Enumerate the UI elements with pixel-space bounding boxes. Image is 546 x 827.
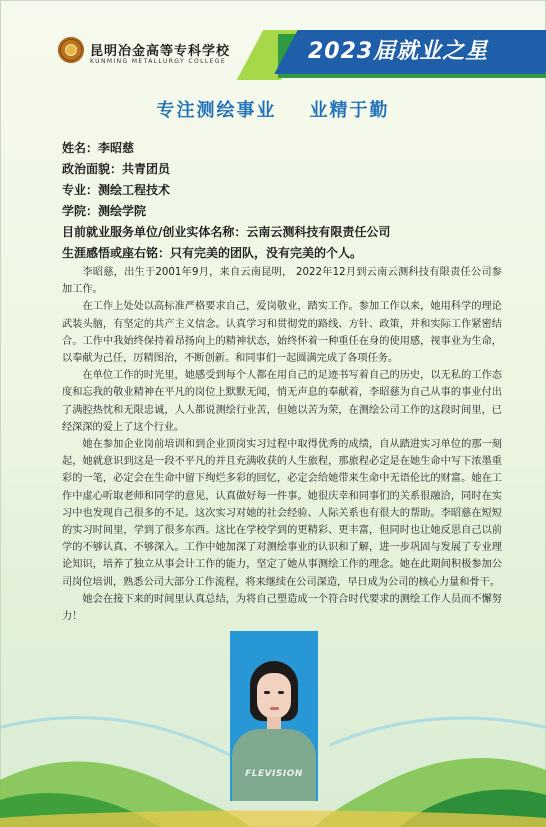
profile-info xyxy=(62,138,512,264)
biography-paragraph: 在单位工作的时光里，她感受到每个人都在用自己的足迹书写着自己的历史，以无私的工作态度和忘我的敬业精神在平凡的岗位上默默无闻，悄无声息的奉献着，李昭慈为自己从事的事业付出了满腔热忱和无限忠诚，人人都说测绘行业苦，但她以苦为荣，在测绘公司工作的这段时间里，已经深深的爱上了这个行业。 xyxy=(62,370,502,433)
profile-name: 姓名：李昭慈 xyxy=(62,141,135,155)
biography-paragraph: 在工作上处处以高标准严格要求自己，爱岗敬业，踏实工作。参加工作以来，她用科学的理论武装头脑，有坚定的共产主义信念。认真学习和贯彻党的路线、方针、政策，并和实际工作紧密结合。工作中我始终保持着昂扬向上的精神状态，始终怀着一种重任在身的使用感，视事业为生命，以奉献为己任，厉精图治，不断创新。和同事们一起圆满完成了各项任务。 xyxy=(62,301,502,365)
biography-paragraph: 她在参加企业岗前培训和到企业顶岗实习过程中取得优秀的成绩，自从踏进实习单位的那一刻起，她就意识到这是一段不平凡的并且充满收获的人生旅程，那旅程必定是在她生命中写下浓墨重彩的一笔，必定会在生命中留下绚烂多彩的回忆，必定会给她带来生命中无语伦比的财富。她在工作中虚心听取老师和同学的意见，认真做好每一件事。她很庆幸和同事们的关系很融洽，同时在实习中也发现自己很多的不足。这次实习对她的社会经验、人际关系也有很大的帮助。李昭慈在短短的实习时间里，学到了很多东西。这比在学校学到的更精彩、更丰富，但同时也让她反思自己以前学的不够认真、不够深入。工作中她加深了对测绘事业的认识和了解，进一步巩固与发展了专业理论知识，培养了独立从事会计工作的能力，坚定了她从事测绘工作的理念。她在此期间积极参加公司岗位培训，熟悉公司大部分工作流程，将来继续在公司深造，早日成为公司的核心力量和骨干。 xyxy=(62,439,502,588)
profile-major: 专业：测绘工程技术 xyxy=(62,183,171,197)
profile-political-status: 政治面貌：共青团员 xyxy=(62,162,171,176)
profile-employer: 目前就业服务单位/创业实体名称：云南云测科技有限责任公司 xyxy=(62,225,391,239)
biography-paragraph: 李昭慈，出生于2001年9月，来自云南昆明， 2022年12月到云南云测科技有限责任公司参加工作。 xyxy=(62,267,502,296)
school-name-cn: 昆明冶金高等专科学校 xyxy=(90,44,231,59)
profile-college: 学院：测绘学院 xyxy=(62,204,147,218)
biography-paragraph: 她会在接下来的时间里认真总结，为将自己塑造成一个符合时代要求的测绘工作人员而不懈努力！ xyxy=(62,593,502,623)
biography-text xyxy=(62,264,502,625)
motto-heading: 专注测绘事业 业精于勤 xyxy=(156,100,390,121)
poster-header xyxy=(0,0,546,82)
bottom-decoration xyxy=(0,700,546,827)
shirt-print-text: FLEVISION xyxy=(245,769,303,779)
school-emblem-icon xyxy=(58,37,84,63)
banner-title: 2023届就业之星 xyxy=(308,39,489,64)
profile-motto: 生涯感悟或座右铭：只有完美的团队，没有完美的个人。 xyxy=(62,246,363,260)
school-name-en: KUNMING METALLURGY COLLEGE xyxy=(90,58,227,65)
